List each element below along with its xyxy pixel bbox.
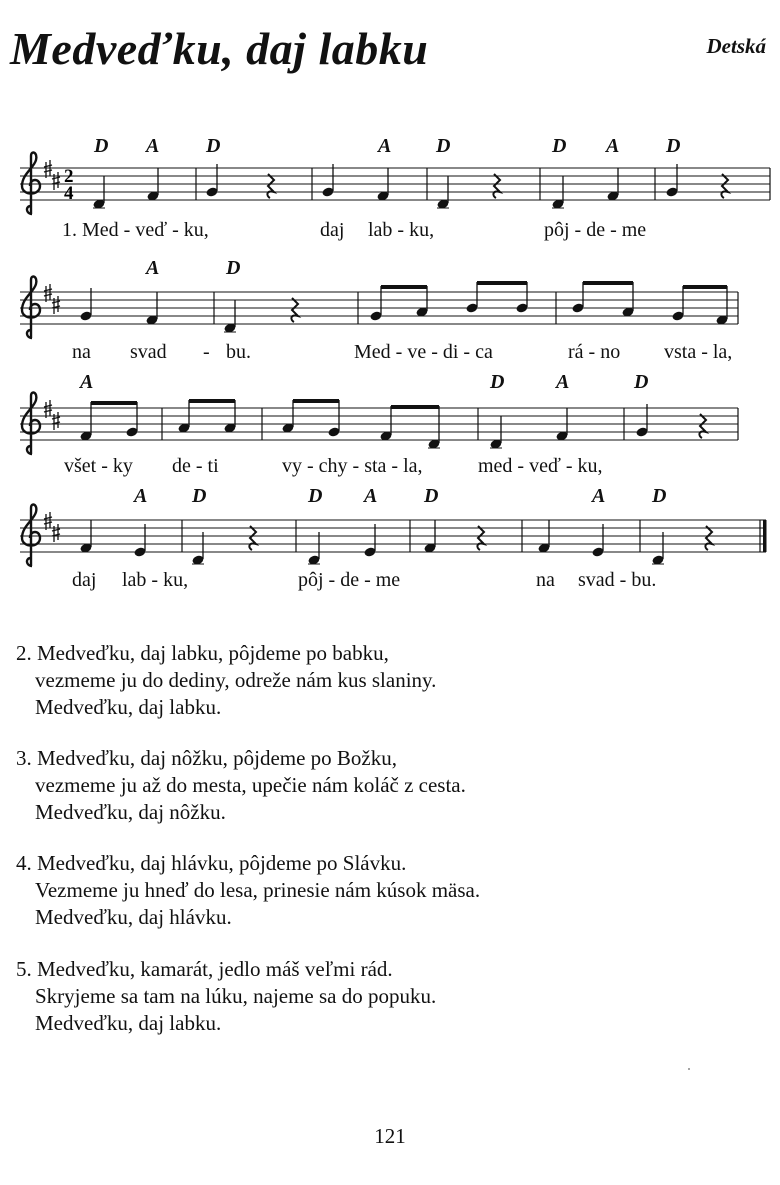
stanza-line: Skryjeme sa tam na lúku, najeme sa do popuku. <box>35 984 437 1008</box>
stanza-line: Medveďku, daj nôžku. <box>35 800 226 824</box>
lyric-syllables: svad <box>130 341 167 363</box>
chord-symbol: D <box>634 371 649 393</box>
quarter-rest-icon <box>721 174 728 198</box>
music-system-2 <box>0 252 780 372</box>
quarter-note-icon <box>307 532 320 566</box>
stanza-line: Medveďku, daj labku. <box>35 1011 222 1035</box>
quarter-note-icon <box>551 176 564 210</box>
song-genre: Detská <box>706 34 766 58</box>
lyric-syllables: daj <box>320 219 345 241</box>
lyric-syllables: - <box>203 341 210 363</box>
quarter-note-icon <box>205 164 218 198</box>
stanza-line: 4. Medveďku, daj hlávku, pôjdeme po Slávku. <box>16 851 407 875</box>
treble-clef-icon <box>22 153 40 214</box>
lyric-syllables: lab - ku, <box>122 569 189 591</box>
chord-symbol: A <box>556 371 570 393</box>
time-signature-bottom: 4 <box>64 183 74 204</box>
treble-clef-icon <box>22 505 40 566</box>
lyric-syllables: daj <box>72 569 97 591</box>
lyric-syllables: vsta - la, <box>664 341 733 363</box>
stanza-line: Vezmeme ju hneď do lesa, prinesie nám kúsok mäsa. <box>35 878 481 902</box>
song-title: Medveďku, daj labku <box>10 23 429 74</box>
chord-symbols <box>78 371 648 393</box>
quarter-note-icon <box>79 520 92 554</box>
quarter-note-icon <box>92 176 105 210</box>
eighth-note-pair-icon <box>177 400 236 434</box>
staff-lines <box>20 520 766 552</box>
chord-symbols <box>132 485 666 507</box>
lyric-syllables: svad - bu. <box>578 569 657 591</box>
music-system-1 <box>0 130 780 250</box>
lyrics <box>72 341 732 363</box>
key-signature-sharps-icon <box>44 512 60 542</box>
quarter-note-icon <box>651 532 664 566</box>
notes <box>79 400 706 450</box>
quarter-note-icon <box>79 288 92 322</box>
lyrics <box>72 569 656 591</box>
stanza-line: 5. Medveďku, kamarát, jedlo máš veľmi rád. <box>16 957 393 981</box>
lyric-syllables: bu. <box>226 341 251 363</box>
chord-symbol: A <box>134 485 148 507</box>
lyric-syllables: pôj - de - me <box>544 219 647 241</box>
quarter-rest-icon <box>249 526 256 550</box>
treble-clef-icon <box>22 393 40 454</box>
quarter-rest-icon <box>699 414 706 438</box>
chord-symbol: D <box>94 135 109 157</box>
stanza-5 <box>16 956 436 1037</box>
lyrics <box>62 219 646 241</box>
page-number: 121 <box>374 1124 406 1148</box>
lyric-syllables: 1. Med - veď - ku, <box>62 219 209 241</box>
chord-symbol: A <box>378 135 392 157</box>
chord-symbol: A <box>80 371 94 393</box>
final-barline-icon <box>763 520 767 552</box>
staff-lines <box>20 408 738 440</box>
lyric-syllables: lab - ku, <box>368 219 435 241</box>
quarter-note-icon <box>146 168 159 202</box>
quarter-note-icon <box>489 416 502 450</box>
chord-symbol: D <box>436 135 451 157</box>
notes <box>92 164 728 210</box>
lyrics <box>64 455 603 477</box>
stanza-line: 3. Medveďku, daj nôžku, pôjdeme po Božku, <box>16 746 398 770</box>
lyric-syllables: vy - chy - sta - la, <box>282 455 423 477</box>
key-signature-sharps-icon <box>44 160 60 190</box>
quarter-rest-icon <box>267 174 274 198</box>
music-system-3 <box>0 372 780 492</box>
lyric-syllables: všet - ky <box>64 455 133 477</box>
quarter-note-icon <box>606 168 619 202</box>
time-signature-top: 2 <box>64 166 74 187</box>
chord-symbol: D <box>552 135 567 157</box>
stanza-line: Medveďku, daj hlávku. <box>35 905 232 929</box>
lyric-syllables: rá - no <box>568 341 621 363</box>
quarter-note-icon <box>363 524 376 558</box>
chord-symbols <box>93 135 680 157</box>
stanza-line: Medveďku, daj labku. <box>35 695 222 719</box>
lyric-syllables: na <box>72 341 91 363</box>
stanza-line: vezmeme ju až do mesta, upečie nám koláč z cesta. <box>35 773 466 797</box>
quarter-rest-icon <box>705 526 712 550</box>
quarter-note-icon <box>555 408 568 442</box>
quarter-note-icon <box>145 292 158 326</box>
chord-symbol: D <box>226 257 241 279</box>
quarter-rest-icon <box>477 526 484 550</box>
stanza-4 <box>16 850 480 931</box>
stanza-2 <box>16 640 436 721</box>
chord-symbol: A <box>606 135 620 157</box>
eighth-note-pair-icon <box>465 282 528 314</box>
key-signature-sharps-icon <box>44 400 60 430</box>
quarter-note-icon <box>423 520 436 554</box>
quarter-note-icon <box>223 300 236 334</box>
quarter-note-icon <box>191 532 204 566</box>
chord-symbol: A <box>592 485 606 507</box>
chord-symbol: A <box>146 135 160 157</box>
quarter-note-icon <box>133 524 146 558</box>
quarter-note-icon <box>591 524 604 558</box>
lyric-syllables: na <box>536 569 555 591</box>
quarter-rest-icon <box>493 174 500 198</box>
chord-symbol: D <box>666 135 681 157</box>
staff-lines <box>20 168 770 200</box>
music-system-4 <box>0 482 780 602</box>
quarter-note-icon <box>321 164 334 198</box>
lyric-syllables: de - ti <box>172 455 219 477</box>
lyric-syllables: Med - ve - di - ca <box>354 341 493 363</box>
chord-symbol: A <box>146 257 160 279</box>
chord-symbol: D <box>192 485 207 507</box>
lyric-syllables: pôj - de - me <box>298 569 401 591</box>
eighth-note-pair-icon <box>379 406 440 450</box>
lyric-syllables: med - veď - ku, <box>478 455 603 477</box>
speck-mark <box>688 1068 690 1070</box>
stanza-line: vezmeme ju do dediny, odreže nám kus slaniny. <box>35 668 437 692</box>
chord-symbol: A <box>364 485 378 507</box>
chord-symbol: D <box>206 135 221 157</box>
quarter-note-icon <box>537 520 550 554</box>
chord-symbol: D <box>490 371 505 393</box>
chord-symbol: D <box>308 485 323 507</box>
stanza-3 <box>16 745 466 826</box>
treble-clef-icon <box>22 277 40 338</box>
time-signature <box>64 166 74 204</box>
chord-symbols <box>144 257 240 279</box>
chord-symbol: D <box>652 485 667 507</box>
quarter-note-icon <box>436 176 449 210</box>
quarter-note-icon <box>376 168 389 202</box>
stanza-line: 2. Medveďku, daj labku, pôjdeme po babku, <box>16 641 389 665</box>
quarter-note-icon <box>635 404 648 438</box>
notes <box>79 520 712 566</box>
quarter-rest-icon <box>291 298 298 322</box>
chord-symbol: D <box>424 485 439 507</box>
quarter-note-icon <box>665 164 678 198</box>
key-signature-sharps-icon <box>44 284 60 314</box>
